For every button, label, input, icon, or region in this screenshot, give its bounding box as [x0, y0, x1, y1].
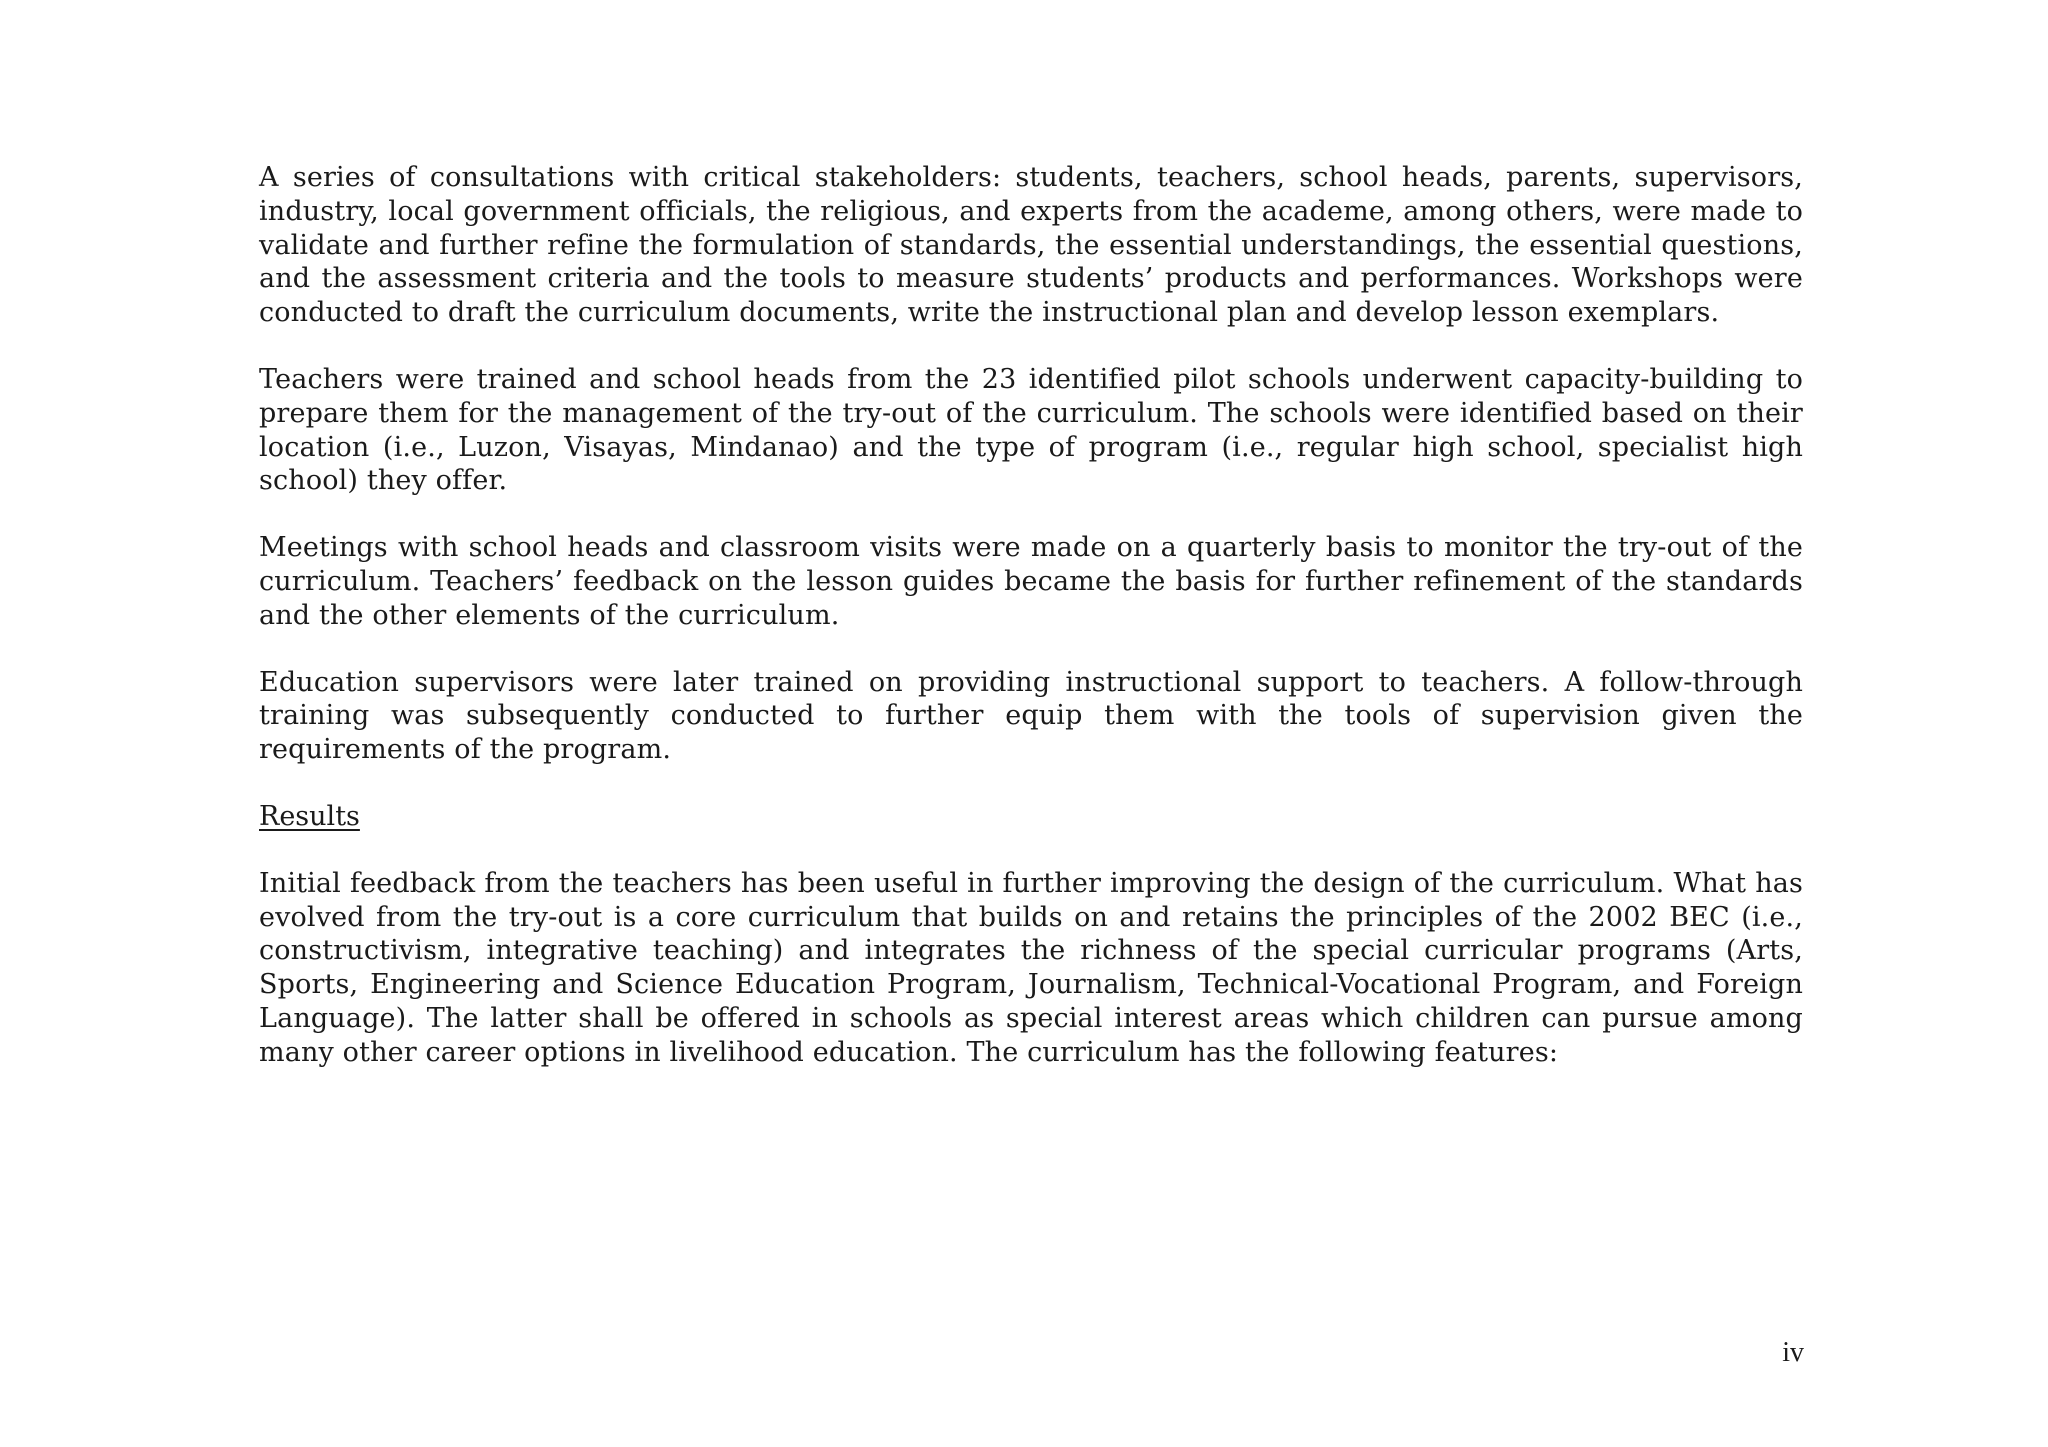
- paragraph-supervisors: Education supervisors were later trained on providing instructional support to teachers. A follow-through training was subsequently conducted to further equip them with the tools of supervision given the requirements of the program.: [259, 666, 1803, 766]
- paragraph-consultations: A series of consultations with critical stakeholders: students, teachers, school heads, parents, supervisors, industry, local government officials, the religious, and experts from the academe, among others, were made to validate and further refine the formulation of standards, the essential understandings, the essential questions, and the assessment criteria and the tools to measure students’ products and performances. Workshops were conducted to draft the curriculum documents, write the instructional plan and develop lesson exemplars.: [259, 162, 1803, 329]
- paragraph-initial-feedback: Initial feedback from the teachers has been useful in further improving the design of the curriculum. What has evolved from the try-out is a core curriculum that builds on and retains the principles of the 2002 BEC (i.e., constructivism, integrative teaching) and integrates the richness of the special curricular programs (Arts, Sports, Engineering and Science Education Program, Journalism, Technical-Vocational Program, and Foreign Language). The latter shall be offered in schools as special interest areas which children can pursue among many other career options in livelihood education. The curriculum has the following features:: [259, 867, 1803, 1068]
- paragraph-meetings: Meetings with school heads and classroom visits were made on a quarterly basis to monitor the try-out of the curriculum. Teachers’ feedback on the lesson guides became the basis for further refinement of the standards and the other elements of the curriculum.: [259, 532, 1803, 631]
- paragraph-teacher-training: Teachers were trained and school heads from the 23 identified pilot schools underwent capacity-building to prepare them for the management of the try-out of the curriculum. The schools were identified based on their location (i.e., Luzon, Visayas, Mindanao) and the type of program (i.e., regular high school, specialist high school) they offer.: [259, 363, 1803, 497]
- document-body: [259, 161, 1803, 1103]
- section-heading-results: Results: [259, 800, 360, 832]
- page-number: iv: [1782, 1337, 1804, 1368]
